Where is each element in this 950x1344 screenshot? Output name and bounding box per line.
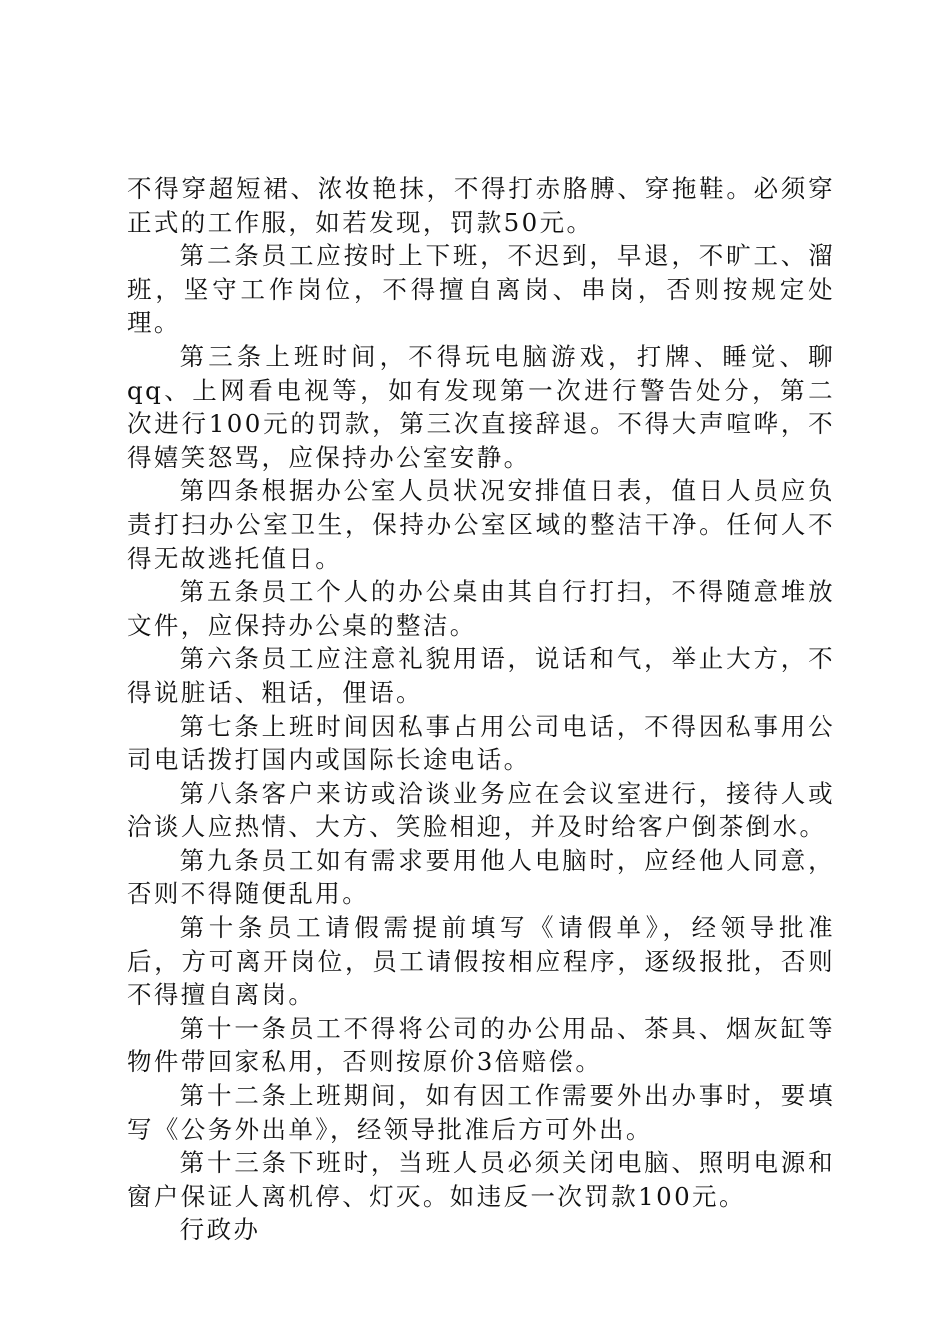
paragraph-article-8: 第八条客户来访或洽谈业务应在会议室进行，接待人或洽谈人应热情、大方、笑脸相迎，并及时给客户倒茶倒水。 xyxy=(127,778,835,842)
paragraph-article-10: 第十条员工请假需提前填写《请假单》，经领导批准后，方可离开岗位，员工请假按相应程序，逐级报批，否则不得擅自离岗。 xyxy=(127,913,835,1010)
paragraph-article-2: 第二条员工应按时上下班，不迟到，早退，不旷工、溜班，坚守工作岗位，不得擅自离岗、串岗，否则按规定处理。 xyxy=(127,241,835,338)
document-body xyxy=(127,172,835,1247)
paragraph-article-13: 第十三条下班时，当班人员必须关闭电脑、照明电源和窗户保证人离机停、灯灭。如违反一次罚款100元。 xyxy=(127,1148,835,1211)
paragraph-dress-code: 不得穿超短裙、浓妆艳抹，不得打赤胳膊、穿拖鞋。必须穿正式的工作服，如若发现，罚款50元。 xyxy=(127,174,835,237)
paragraph-article-4: 第四条根据办公室人员状况安排值日表，值日人员应负责打扫办公室卫生，保持办公室区域的整洁干净。任何人不得无故逃托值日。 xyxy=(127,476,835,573)
paragraph-article-7: 第七条上班时间因私事占用公司电话，不得因私事用公司电话拨打国内或国际长途电话。 xyxy=(127,711,835,775)
paragraph-article-6: 第六条员工应注意礼貌用语，说话和气，举止大方，不得说脏话、粗话，俚语。 xyxy=(127,644,835,707)
paragraph-article-11: 第十一条员工不得将公司的办公用品、茶具、烟灰缸等物件带回家私用，否则按原价3倍赔偿。 xyxy=(127,1013,835,1077)
signature-department: 行政办 xyxy=(179,1215,261,1245)
paragraph-article-5: 第五条员工个人的办公桌由其自行打扫，不得随意堆放文件，应保持办公桌的整洁。 xyxy=(127,577,835,640)
paragraph-article-3: 第三条上班时间，不得玩电脑游戏，打牌、睡觉、聊qq、上网看电视等，如有发现第一次进行警告处分，第二次进行100元的罚款，第三次直接辞退。不得大声喧哗，不得嬉笑怒骂，应保持办公室安静。 xyxy=(127,341,835,472)
paragraph-article-12: 第十二条上班期间，如有因工作需要外出办事时，要填写《公务外出单》，经领导批准后方可外出。 xyxy=(127,1081,835,1144)
paragraph-article-9: 第九条员工如有需求要用他人电脑时，应经他人同意，否则不得随便乱用。 xyxy=(127,845,835,909)
